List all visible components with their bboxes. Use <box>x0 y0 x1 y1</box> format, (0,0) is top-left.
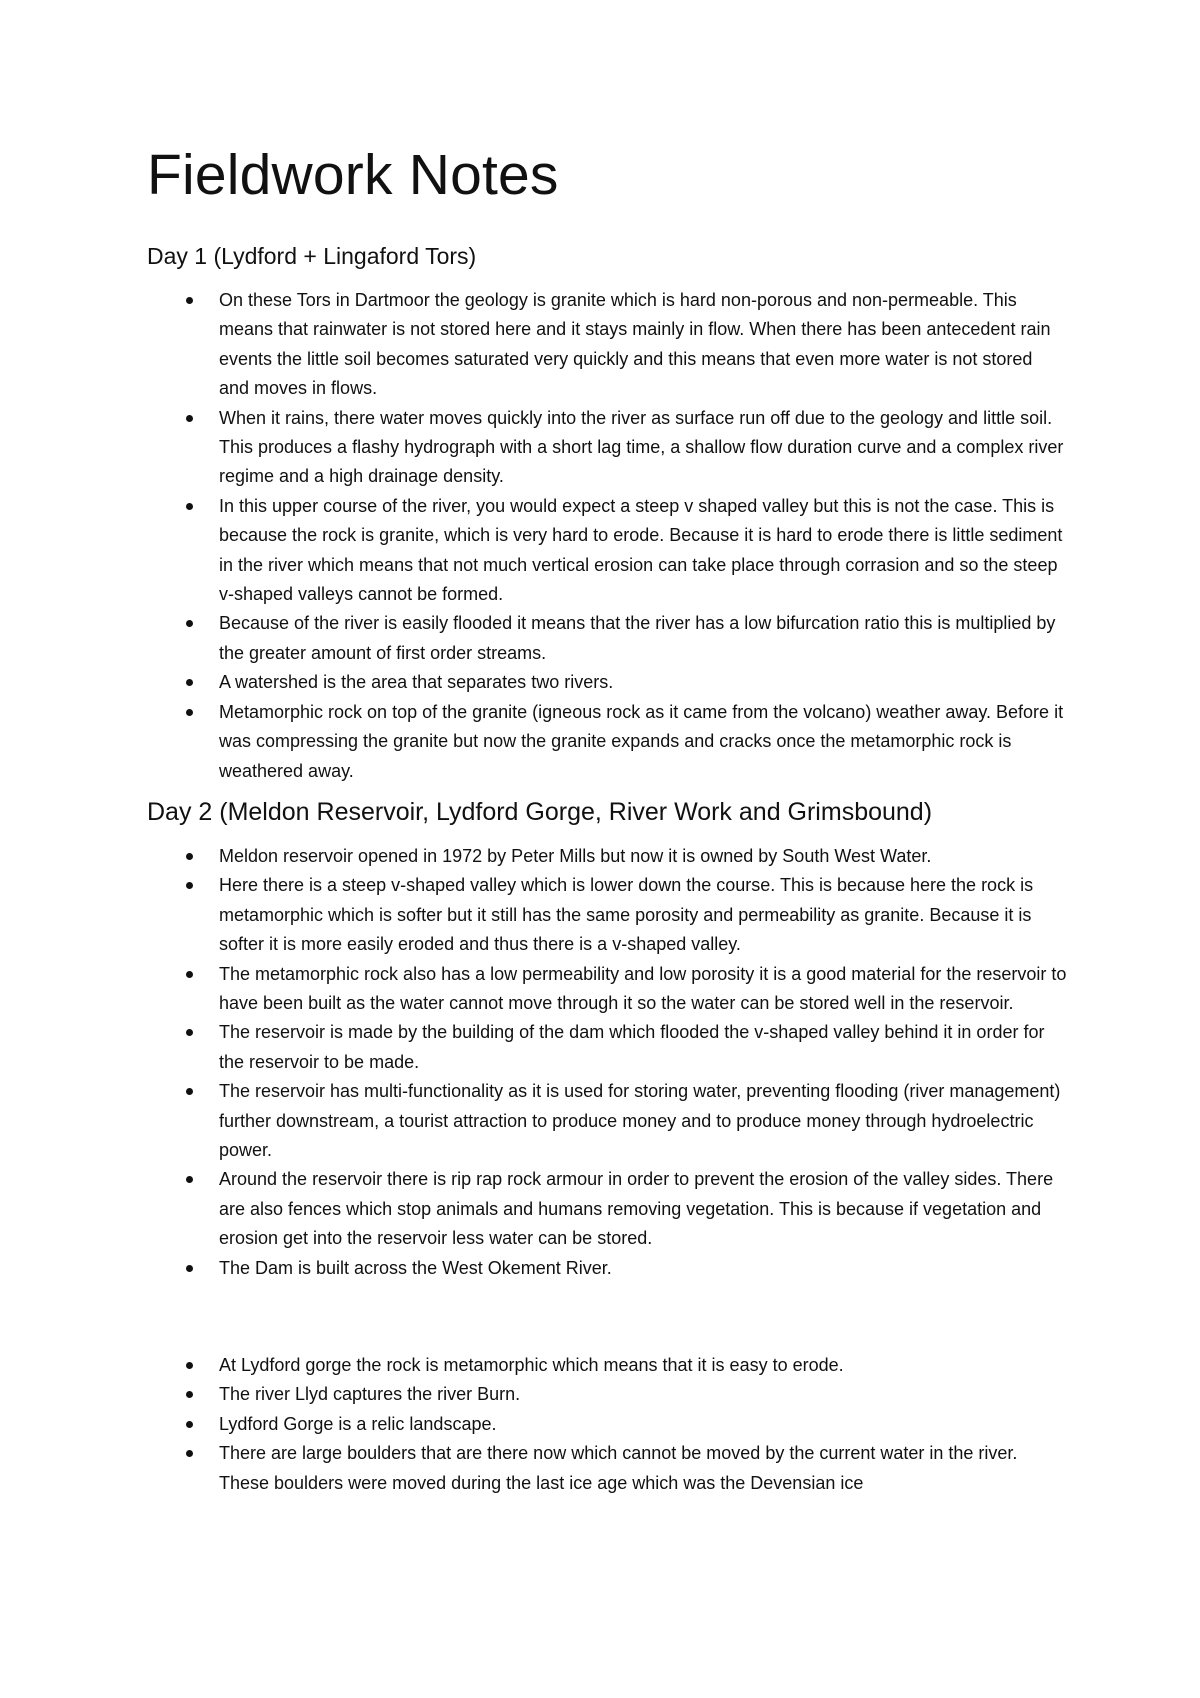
list-item <box>147 698 1067 786</box>
bullet-icon <box>186 853 193 860</box>
bullet-icon <box>186 620 193 627</box>
list-item <box>147 871 1067 959</box>
bullet-icon <box>186 1265 193 1272</box>
list-item <box>147 492 1067 610</box>
bullet-icon <box>186 1088 193 1095</box>
bullet-icon <box>186 1176 193 1183</box>
section-heading-day-1: Day 1 (Lydford + Lingaford Tors) <box>147 243 477 269</box>
list-item <box>147 1439 1067 1498</box>
bullet-icon <box>186 1029 193 1036</box>
list-item-text: A watershed is the area that separates two rivers. <box>219 672 614 693</box>
bullet-icon <box>186 971 193 978</box>
bullet-icon <box>186 297 193 304</box>
paragraph-gap <box>147 1293 1067 1351</box>
list-item <box>147 668 1067 697</box>
bullet-icon <box>186 1450 193 1457</box>
bullet-icon <box>186 503 193 510</box>
list-item-text: There are large boulders that are there now which cannot be moved by the current water in the river. These boulders were moved during the last ice age which was the Devensian ice <box>219 1443 1018 1493</box>
list-item <box>147 1018 1067 1077</box>
list-item-text: The metamorphic rock also has a low permeability and low porosity it is a good material for the reservoir to have been built as the water cannot move through it so the water can be stored well in the reservoir. <box>219 963 1067 1013</box>
list-item-text: The Dam is built across the West Okement River. <box>219 1257 612 1278</box>
list-item <box>147 609 1067 668</box>
list-item-text: At Lydford gorge the rock is metamorphic which means that it is easy to erode. <box>219 1355 844 1375</box>
list-item-text: Metamorphic rock on top of the granite (igneous rock as it came from the volcano) weather away. Before it was compressing the granite but now the granite expands and cracks once the metamorphic rock is weathered away. <box>219 701 1064 781</box>
bullet-list-day-2 <box>147 842 1067 1283</box>
bullet-icon <box>186 1391 193 1398</box>
list-item-text: Around the reservoir there is rip rap rock armour in order to prevent the erosion of the valley sides. There are also fences which stop animals and humans removing vegetation. This is because if vegetation and erosion get into the reservoir less water can be stored. <box>219 1169 1054 1249</box>
list-item-text: In this upper course of the river, you would expect a steep v shaped valley but this is not the case. This is because the rock is granite, which is very hard to erode. Because it is hard to erode there is little sediment in the river which means that not much vertical erosion can take place through corrasion and so the steep v-shaped valleys cannot be formed. <box>219 495 1063 605</box>
section-heading-day-2: Day 2 (Meldon Reservoir, Lydford Gorge, River Work and Grimsbound) <box>147 797 933 826</box>
list-item-text: The reservoir is made by the building of the dam which flooded the v-shaped valley behind it in order for the reservoir to be made. <box>219 1022 1045 1072</box>
list-item-text: Because of the river is easily flooded it means that the river has a low bifurcation ratio this is multiplied by the greater amount of first order streams. <box>219 613 1056 663</box>
bullet-list-lydford-gorge <box>147 1351 1067 1498</box>
list-item <box>147 404 1067 492</box>
list-item <box>147 1380 1067 1409</box>
list-item-text: The reservoir has multi-functionality as it is used for storing water, preventing flooding (river management) further downstream, a tourist attraction to produce money and to produce money through hydroelectric power. <box>219 1081 1061 1160</box>
document-title: Fieldwork Notes <box>147 143 559 207</box>
bullet-list-day-1 <box>147 286 1067 786</box>
bullet-icon <box>186 415 193 422</box>
list-item-text: Meldon reservoir opened in 1972 by Peter Mills but now it is owned by South West Water. <box>219 845 932 866</box>
bullet-icon <box>186 1362 193 1369</box>
list-item <box>147 1077 1067 1165</box>
list-item <box>147 286 1067 404</box>
bullet-icon <box>186 709 193 716</box>
list-item-text: On these Tors in Dartmoor the geology is granite which is hard non-porous and non-permeable. This means that rainwater is not stored here and it stays mainly in flow. When there has been antecedent rain events the little soil becomes saturated very quickly and this means that even more water is not stored and moves in flows. <box>219 290 1051 399</box>
bullet-icon <box>186 1421 193 1428</box>
list-item-text: Lydford Gorge is a relic landscape. <box>219 1413 497 1434</box>
document-content <box>147 140 1067 1508</box>
list-item <box>147 960 1067 1019</box>
list-item-text: The river Llyd captures the river Burn. <box>219 1384 521 1405</box>
list-item-text: When it rains, there water moves quickly into the river as surface run off due to the geology and little soil. This produces a flashy hydrograph with a short lag time, a shallow flow duration curve and a complex river regime and a high drainage density. <box>219 407 1064 487</box>
list-item-text: Here there is a steep v-shaped valley which is lower down the course. This is because here the rock is metamorphic which is softer but it still has the same porosity and permeability as granite. Because it is softer it is more easily eroded and thus there is a v-shaped valley. <box>219 875 1034 955</box>
bullet-icon <box>186 882 193 889</box>
list-item <box>147 1410 1067 1439</box>
list-item <box>147 842 1067 871</box>
list-item <box>147 1351 1067 1380</box>
bullet-icon <box>186 679 193 686</box>
list-item <box>147 1165 1067 1253</box>
list-item <box>147 1254 1067 1283</box>
